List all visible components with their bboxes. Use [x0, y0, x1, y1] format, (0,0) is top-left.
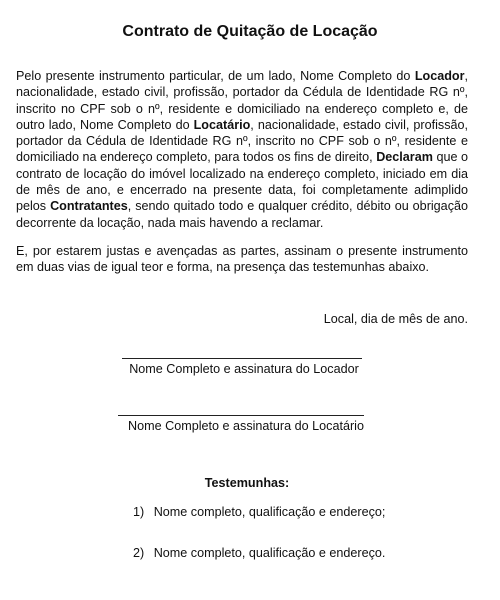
closing-paragraph: E, por estarem justas e avençadas as partes, assinam o presente instrumento em duas vias de igual teor e forma, na presença das testemunhas abaixo. [16, 243, 468, 275]
witness-text: Nome completo, qualificação e endereço; [153, 505, 386, 519]
bold-term: Declaram [376, 150, 433, 165]
witnesses-heading [0, 475, 500, 491]
document-title: Contrato de Quitação de Locação [122, 23, 378, 40]
signature-line [122, 358, 362, 359]
paragraph-text: Pelo presente instrumento particular, de um lado, Nome Completo do [16, 69, 415, 83]
signature-block-locatario [0, 415, 500, 434]
witness-text: Nome completo, qualificação e endereço. [153, 546, 386, 560]
witness-number: 2) [133, 546, 145, 560]
witness-item [133, 545, 385, 561]
witnesses-heading-text: Testemunhas: [204, 476, 290, 490]
contract-body-paragraph [16, 68, 468, 231]
paragraph-text: , nacionalidade, estado civil, profissão, portador da Cédula de Identidade RG nº, inscrito no CPF sob o nº, residente e domiciliado na endereço completo, para todos os fins de direito, [16, 117, 468, 165]
bold-term: Locador [414, 69, 465, 83]
signature-label-locatario: Nome Completo e assinatura do Locatário [128, 419, 364, 433]
signature-block-locador [0, 358, 500, 377]
bold-term: Contratantes [50, 199, 128, 214]
paragraph-text: , sendo quitado todo e qualquer crédito, débito ou obrigação decorrente da locação, nada mais havendo a reclamar. [16, 199, 468, 230]
signature-line [118, 415, 364, 416]
paragraph-text: , nacionalidade, estado civil, profissão, portador da Cédula de Identidade RG nº, inscrito no CPF sob o nº, residente e domiciliado na endereço completo e, de outro lado, Nome Completo do [16, 69, 468, 132]
bold-term: Locatário [193, 117, 251, 132]
witness-number: 1) [133, 505, 145, 519]
place-and-date: Local, dia de mês de ano. [323, 311, 468, 326]
witness-item [133, 504, 385, 520]
paragraph-text: que o contrato de locação do imóvel localizado na endereço completo, iniciado em dia de mês de ano, e encerrado na presente data, foi completamente adimplido pelos [16, 150, 468, 214]
signature-label-locador: Nome Completo e assinatura do Locador [129, 362, 359, 376]
